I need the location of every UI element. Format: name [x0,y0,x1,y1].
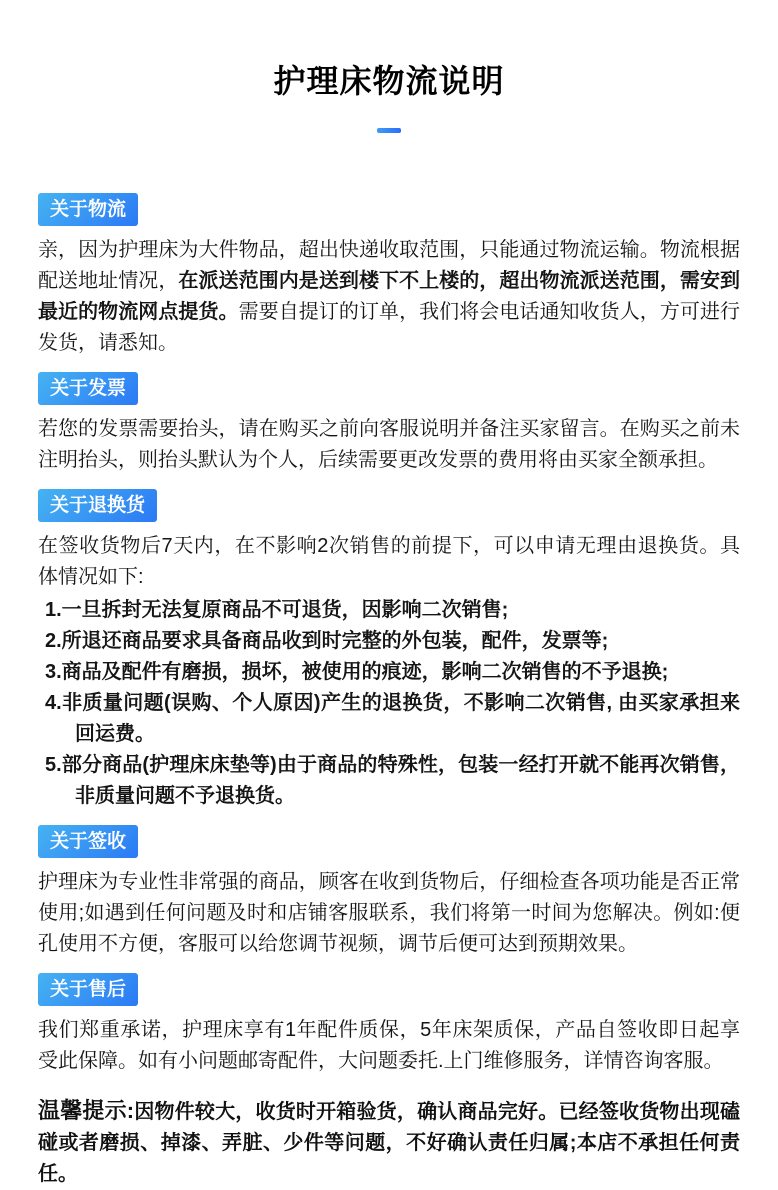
returns-list-item-3: 3.商品及配件有磨损，损坏，被使用的痕迹，影响二次销售的不予退换; [45,661,669,683]
logistics-badge: 关于物流 [38,193,138,226]
receipt-paragraph: 护理床为专业性非常强的商品，顾客在收到货物后，仔细检查各项功能是否正常使用;如遇到任何问题及时和店铺客服联系，我们将第一时间为您解决。例如:便孔使用不方便，客服可以给您调节视频，调节后便可达到预期效果。 [38,871,740,955]
logistics-paragraph [38,235,740,359]
warm-tip-text: 因物件较大，收货时开箱验货，确认商品完好。已经签收货物出现磕碰或者磨损、掉漆、弄脏、少件等问题，不好确认责任归属;本店不承担任何责任。 [38,1101,741,1185]
aftersales-paragraph: 我们郑重承诺，护理床享有1年配件质保，5年床架质保，产品自签收即日起享受此保障。如有小问题邮寄配件，大问题委托.上门维修服务，详情咨询客服。 [38,1019,740,1072]
section-invoice [38,372,740,476]
section-returns [38,489,740,812]
receipt-badge: 关于签收 [38,825,138,858]
returns-list-item-2: 2.所退还商品要求具备商品收到时完整的外包装，配件，发票等; [45,630,609,652]
title-divider [377,128,401,133]
logistics-text-run-2: 在派送范围内是送到楼下不上楼的，超出物流派送范围，需安到最近的物流网点提货。 [38,270,741,323]
warm-tip [38,1095,740,1190]
returns-intro: 在签收货物后7天内，在不影响2次销售的前提下，可以申请无理由退换货。具体情况如下: [38,535,740,588]
section-receipt [38,825,740,960]
returns-badge: 关于退换货 [38,489,157,522]
returns-list [38,595,740,812]
invoice-badge: 关于发票 [38,372,138,405]
section-logistics [38,193,740,359]
returns-list-item-5: 5.部分商品(护理床床垫等)由于商品的特殊性，包装一经打开就不能再次销售，非质量问题不予退换货。 [45,754,740,807]
logistics-text-run-3: 需要自提订的订单，我们将会电话通知收货人，方可进行发货，请悉知。 [38,301,741,354]
returns-list-item-1: 1.一旦拆封无法复原商品不可退货，因影响二次销售; [45,599,509,621]
page-title: 护理床物流说明 [273,63,505,99]
section-aftersales [38,973,740,1077]
aftersales-badge: 关于售后 [38,973,138,1006]
returns-list-item-4: 4.非质量问题(误购、个人原因)产生的退换货，不影响二次销售, 由买家承担来回运费。 [45,692,740,745]
sections-container [38,193,740,1190]
logistics-text-run-1: 亲，因为护理床为大件物品，超出快递收取范围，只能通过物流运输。物流根据配送地址情况， [38,239,740,292]
invoice-paragraph: 若您的发票需要抬头，请在购买之前向客服说明并备注买家留言。在购买之前未注明抬头，则抬头默认为个人，后续需要更改发票的费用将由买家全额承担。 [38,418,740,471]
logistics-notice-page [0,56,778,1185]
warm-tip-label: 温馨提示: [38,1098,135,1123]
